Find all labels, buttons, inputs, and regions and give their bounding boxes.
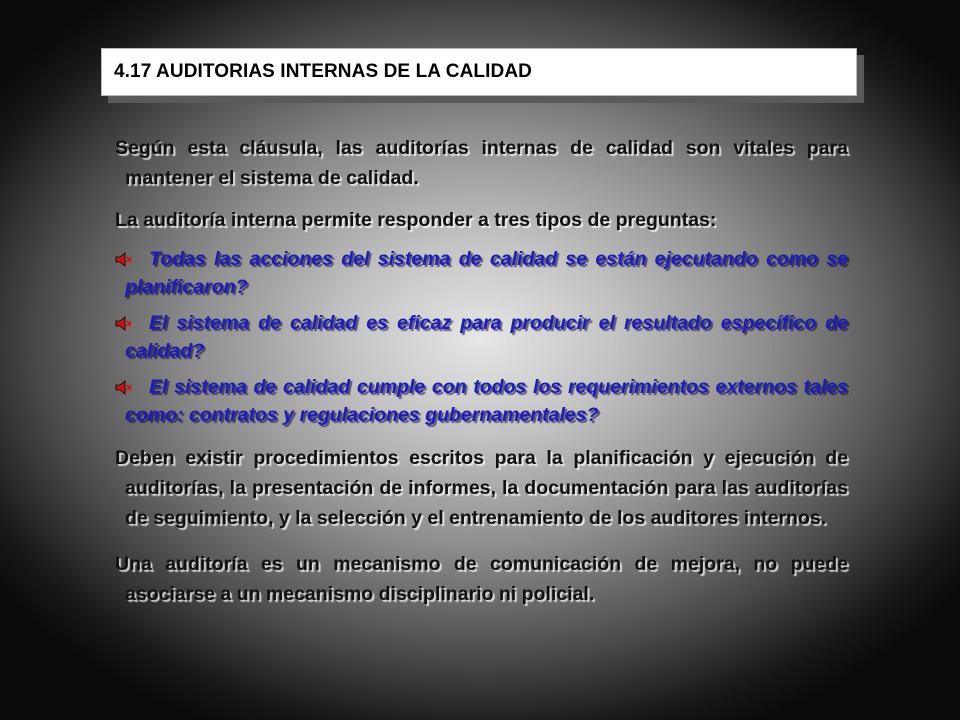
title-box (101, 48, 857, 96)
speaker-icon (115, 316, 132, 331)
bullet-item (115, 245, 848, 301)
paragraph-procedures: Deben existir procedimientos escritos para la planificación y ejecución de auditorías, la presentación de informes, la documentación para las auditorías de seguimiento, y la selección y el entrenamiento de los auditores internos. (115, 447, 848, 529)
speaker-icon (115, 252, 132, 267)
speaker-icon (115, 380, 132, 395)
bullet-text: Todas las acciones del sistema de calidad se están ejecutando como se planificaron? (125, 248, 848, 298)
bullet-item (115, 373, 848, 429)
bullet-text: El sistema de calidad cumple con todos los requerimientos externos tales como: contratos y regulaciones gubernamentales? (125, 376, 848, 426)
slide-title: 4.17 AUDITORIAS INTERNAS DE LA CALIDAD (114, 61, 532, 82)
bullet-text: El sistema de calidad es eficaz para producir el resultado específico de calidad? (125, 312, 848, 362)
paragraph-intro: Según esta cláusula, las auditorías internas de calidad son vitales para mantener el sistema de calidad. (115, 137, 848, 189)
paragraph-questions-lead: La auditoría interna permite responder a tres tipos de preguntas: (115, 209, 717, 231)
slide-content (115, 133, 848, 609)
bullet-item (115, 309, 848, 365)
paragraph-communication: Una auditoría es un mecanismo de comunicación de mejora, no puede asociarse a un mecanismo disciplinario ni policial. (115, 553, 848, 605)
